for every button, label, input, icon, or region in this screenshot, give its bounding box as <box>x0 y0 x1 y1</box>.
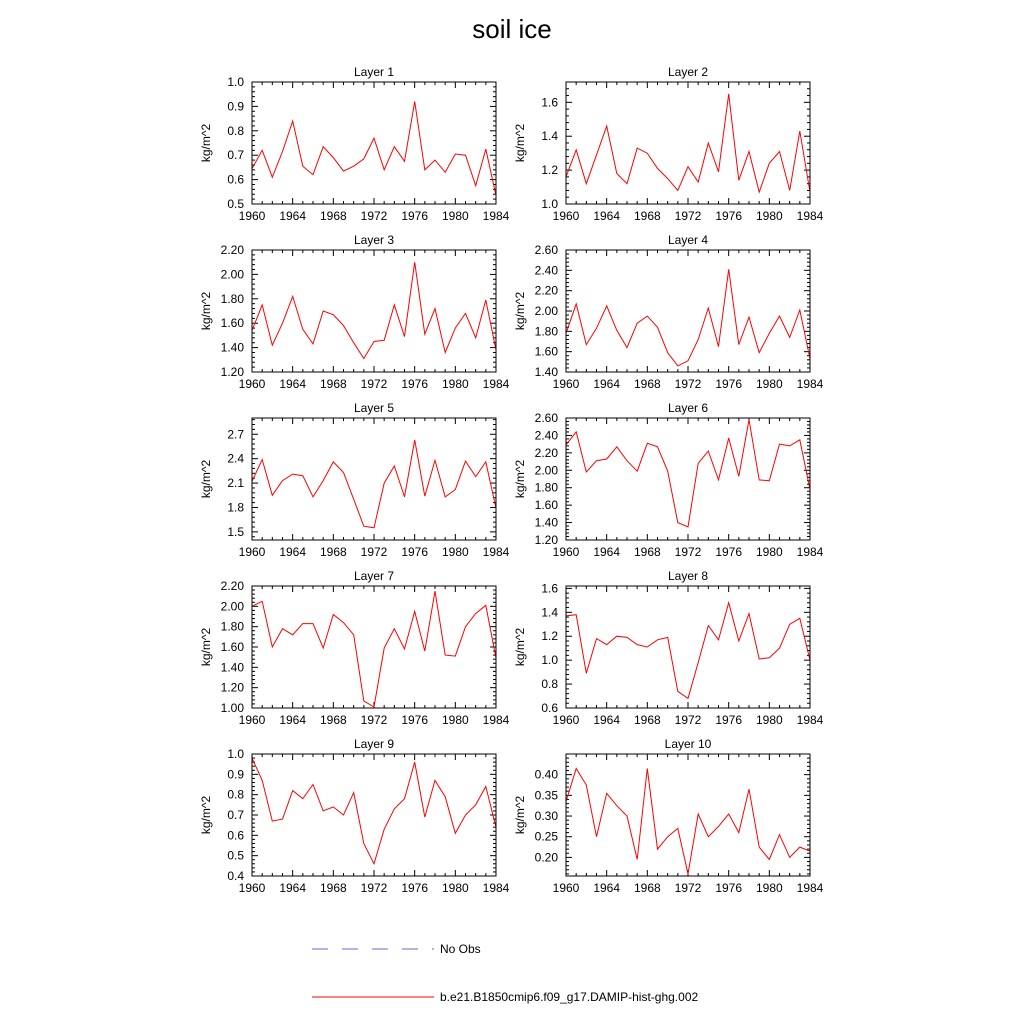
y-tick-label: 1.6 <box>541 581 558 596</box>
series-line <box>566 94 810 192</box>
y-tick-label: 1.40 <box>220 340 244 355</box>
y-tick-label: 1.5 <box>227 524 244 539</box>
panel-title: Layer 2 <box>667 65 709 79</box>
y-tick-label: 1.20 <box>534 533 558 547</box>
x-tick-label: 1960 <box>552 881 580 895</box>
y-tick-label: 0.5 <box>227 197 244 211</box>
y-tick-label: 2.60 <box>534 411 558 425</box>
y-tick-label: 1.4 <box>541 129 558 144</box>
x-tick-label: 1972 <box>674 713 702 727</box>
plot-frame <box>566 754 810 876</box>
plot-frame <box>252 754 496 876</box>
plot-frame <box>252 82 496 204</box>
panel-title: Layer 1 <box>353 65 395 79</box>
series-line <box>252 758 496 864</box>
y-tick-label: 2.00 <box>220 599 244 614</box>
x-tick-label: 1960 <box>552 209 580 223</box>
x-tick-label: 1972 <box>360 881 388 895</box>
x-tick-label: 1976 <box>401 713 429 727</box>
y-tick-label: 1.60 <box>534 344 558 359</box>
panel-layer-1 <box>199 65 510 223</box>
y-tick-label: 1.60 <box>220 316 244 331</box>
x-tick-label: 1976 <box>401 377 429 391</box>
x-tick-label: 1960 <box>552 377 580 391</box>
series-line <box>252 102 496 196</box>
y-tick-label: 1.0 <box>227 75 244 89</box>
y-tick-label: 0.4 <box>227 869 244 883</box>
x-tick-label: 1980 <box>441 713 469 727</box>
panel-layer-4 <box>513 233 824 391</box>
y-tick-label: 2.00 <box>534 304 558 318</box>
y-tick-label: 1.20 <box>220 365 244 379</box>
x-tick-label: 1976 <box>715 545 743 559</box>
series-line <box>252 591 496 707</box>
series-line <box>252 262 496 358</box>
x-tick-label: 1980 <box>755 545 783 559</box>
x-tick-label: 1960 <box>238 713 266 727</box>
x-tick-label: 1980 <box>755 209 783 223</box>
x-tick-label: 1968 <box>319 881 347 895</box>
y-tick-label: 2.20 <box>534 283 558 298</box>
x-tick-label: 1964 <box>279 377 307 391</box>
x-tick-label: 1972 <box>674 881 702 895</box>
series-line <box>566 269 810 366</box>
y-axis-label: kg/m^2 <box>513 627 527 667</box>
y-tick-label: 2.20 <box>220 579 244 593</box>
x-tick-label: 1968 <box>633 881 661 895</box>
y-tick-label: 0.6 <box>541 701 558 715</box>
panel-title: Layer 10 <box>664 737 712 751</box>
y-tick-label: 0.5 <box>227 848 244 863</box>
y-tick-label: 2.20 <box>534 445 558 460</box>
x-tick-label: 1968 <box>319 545 347 559</box>
panel-layer-3 <box>199 233 510 391</box>
panel-layer-10 <box>513 737 824 895</box>
x-tick-label: 1964 <box>593 881 621 895</box>
y-tick-label: 0.25 <box>534 829 558 844</box>
x-tick-label: 1976 <box>401 881 429 895</box>
x-tick-label: 1976 <box>401 545 429 559</box>
x-tick-label: 1984 <box>482 545 510 559</box>
panel-title: Layer 7 <box>353 569 395 583</box>
panel-layer-8 <box>513 569 824 727</box>
legend-label: No Obs <box>440 942 481 956</box>
y-tick-label: 1.40 <box>220 660 244 675</box>
x-tick-label: 1960 <box>238 881 266 895</box>
x-tick-label: 1980 <box>755 377 783 391</box>
y-tick-label: 1.8 <box>227 500 244 515</box>
y-tick-label: 1.60 <box>220 640 244 654</box>
plot-frame <box>566 250 810 372</box>
y-tick-label: 2.60 <box>534 243 558 257</box>
x-tick-label: 1964 <box>279 545 307 559</box>
y-tick-label: 2.00 <box>220 267 244 282</box>
x-tick-label: 1972 <box>360 377 388 391</box>
chart-title: soil ice <box>472 14 552 44</box>
y-axis-label: kg/m^2 <box>513 795 527 835</box>
x-tick-label: 1968 <box>319 713 347 727</box>
x-tick-label: 1960 <box>238 209 266 223</box>
panel-layer-7 <box>199 569 510 727</box>
y-tick-label: 1.6 <box>541 95 558 110</box>
y-tick-label: 0.7 <box>227 148 244 163</box>
x-tick-label: 1984 <box>796 209 824 223</box>
y-tick-label: 0.30 <box>534 809 558 824</box>
plot-frame <box>566 82 810 204</box>
y-tick-label: 1.4 <box>541 605 558 620</box>
y-tick-label: 2.40 <box>534 263 558 278</box>
y-tick-label: 2.4 <box>227 451 244 466</box>
series-line <box>566 420 810 527</box>
x-tick-label: 1980 <box>441 377 469 391</box>
y-axis-label: kg/m^2 <box>199 627 213 667</box>
y-tick-label: 1.60 <box>534 498 558 513</box>
x-tick-label: 1964 <box>279 881 307 895</box>
y-tick-label: 0.20 <box>534 850 558 865</box>
x-tick-label: 1968 <box>633 377 661 391</box>
y-tick-label: 0.7 <box>227 808 244 822</box>
legend-label: b.e21.B1850cmip6.f09_g17.DAMIP-hist-ghg.002 <box>440 990 699 1004</box>
x-tick-label: 1960 <box>238 377 266 391</box>
panel-title: Layer 3 <box>353 233 395 247</box>
x-tick-label: 1980 <box>755 881 783 895</box>
x-tick-label: 1968 <box>633 545 661 559</box>
x-tick-label: 1976 <box>715 209 743 223</box>
y-tick-label: 1.0 <box>541 653 558 668</box>
panel-title: Layer 6 <box>667 401 709 415</box>
y-tick-label: 1.2 <box>541 629 558 644</box>
y-tick-label: 0.6 <box>227 172 244 187</box>
y-tick-label: 1.40 <box>534 365 558 379</box>
panel-title: Layer 4 <box>667 233 709 247</box>
x-tick-label: 1984 <box>796 713 824 727</box>
panel-layer-2 <box>513 65 824 223</box>
plot-frame <box>566 418 810 540</box>
y-tick-label: 1.80 <box>220 619 244 634</box>
x-tick-label: 1984 <box>796 545 824 559</box>
plot-frame <box>252 250 496 372</box>
x-tick-label: 1980 <box>441 209 469 223</box>
y-tick-label: 2.20 <box>220 243 244 257</box>
y-tick-label: 1.80 <box>534 480 558 495</box>
x-tick-label: 1980 <box>441 545 469 559</box>
series-line <box>566 603 810 699</box>
x-tick-label: 1964 <box>279 713 307 727</box>
y-tick-label: 1.00 <box>220 701 244 715</box>
x-tick-label: 1972 <box>360 209 388 223</box>
x-tick-label: 1984 <box>796 377 824 391</box>
x-tick-label: 1976 <box>715 713 743 727</box>
x-tick-label: 1972 <box>674 545 702 559</box>
x-tick-label: 1984 <box>482 713 510 727</box>
y-tick-label: 0.6 <box>227 828 244 843</box>
x-tick-label: 1968 <box>319 377 347 391</box>
plot-frame <box>252 586 496 708</box>
plot-frame <box>566 586 810 708</box>
y-axis-label: kg/m^2 <box>513 291 527 331</box>
y-axis-label: kg/m^2 <box>199 123 213 163</box>
panel-title: Layer 9 <box>353 737 395 751</box>
y-tick-label: 0.8 <box>541 677 558 692</box>
y-tick-label: 0.9 <box>227 767 244 782</box>
series-line <box>566 769 810 874</box>
x-tick-label: 1964 <box>593 209 621 223</box>
y-tick-label: 0.8 <box>227 787 244 802</box>
x-tick-label: 1980 <box>441 881 469 895</box>
x-tick-label: 1984 <box>482 377 510 391</box>
x-tick-label: 1972 <box>674 377 702 391</box>
y-tick-label: 0.8 <box>227 123 244 138</box>
panel-layer-6 <box>513 401 824 559</box>
x-tick-label: 1964 <box>593 713 621 727</box>
y-tick-label: 0.40 <box>534 767 558 782</box>
y-tick-label: 1.40 <box>534 515 558 530</box>
y-tick-label: 2.7 <box>227 427 244 442</box>
x-tick-label: 1968 <box>319 209 347 223</box>
y-axis-label: kg/m^2 <box>513 123 527 163</box>
panel-title: Layer 5 <box>353 401 395 415</box>
x-tick-label: 1964 <box>279 209 307 223</box>
y-tick-label: 1.20 <box>220 680 244 695</box>
panel-layer-5 <box>199 401 510 559</box>
x-tick-label: 1984 <box>482 209 510 223</box>
x-tick-label: 1972 <box>360 545 388 559</box>
x-tick-label: 1960 <box>552 545 580 559</box>
x-tick-label: 1968 <box>633 209 661 223</box>
x-tick-label: 1964 <box>593 545 621 559</box>
y-tick-label: 1.80 <box>534 324 558 339</box>
x-tick-label: 1984 <box>482 881 510 895</box>
y-tick-label: 1.0 <box>541 197 558 211</box>
panel-layer-9 <box>199 737 510 895</box>
x-tick-label: 1976 <box>715 881 743 895</box>
y-tick-label: 2.00 <box>534 463 558 478</box>
x-tick-label: 1964 <box>593 377 621 391</box>
panel-title: Layer 8 <box>667 569 709 583</box>
x-tick-label: 1976 <box>401 209 429 223</box>
y-axis-label: kg/m^2 <box>199 795 213 835</box>
y-tick-label: 2.1 <box>227 476 244 491</box>
x-tick-label: 1972 <box>674 209 702 223</box>
legend <box>312 942 698 1004</box>
x-tick-label: 1960 <box>238 545 266 559</box>
x-tick-label: 1972 <box>360 713 388 727</box>
x-tick-label: 1980 <box>755 713 783 727</box>
x-tick-label: 1968 <box>633 713 661 727</box>
y-tick-label: 0.35 <box>534 788 558 803</box>
y-axis-label: kg/m^2 <box>513 459 527 499</box>
y-tick-label: 1.2 <box>541 163 558 178</box>
x-tick-label: 1984 <box>796 881 824 895</box>
x-tick-label: 1960 <box>552 713 580 727</box>
y-tick-label: 2.40 <box>534 428 558 443</box>
x-tick-label: 1976 <box>715 377 743 391</box>
series-line <box>252 440 496 528</box>
y-tick-label: 1.0 <box>227 747 244 761</box>
y-tick-label: 0.9 <box>227 99 244 114</box>
y-tick-label: 1.80 <box>220 291 244 306</box>
y-axis-label: kg/m^2 <box>199 459 213 499</box>
y-axis-label: kg/m^2 <box>199 291 213 331</box>
